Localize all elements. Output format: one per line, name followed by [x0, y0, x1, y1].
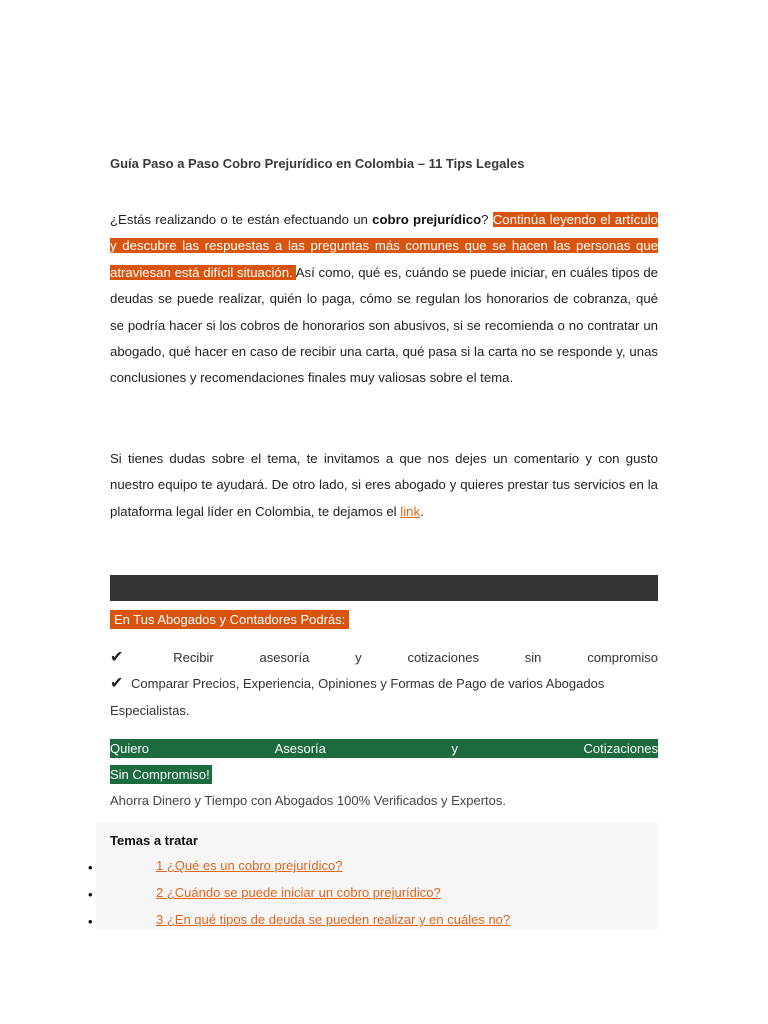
check-icon: ✔	[110, 675, 124, 693]
check-icon: ✔	[110, 649, 124, 666]
benefit-1-word: Recibir	[173, 650, 214, 665]
table-of-contents	[88, 823, 658, 929]
article-title: Guía Paso a Paso Cobro Prejurídico en Colombia – 11 Tips Legales	[110, 156, 525, 171]
cta-word: y	[451, 741, 458, 756]
cta-word: Quiero	[110, 741, 150, 756]
cta-word: Cotizaciones	[583, 741, 658, 756]
dark-banner-bar	[110, 575, 658, 601]
second-end: .	[420, 503, 424, 519]
benefits-list	[110, 645, 658, 724]
toc-link-2[interactable]: 2 ¿Cuándo se puede iniciar un cobro prejurídico?	[156, 885, 441, 900]
second-paragraph	[110, 446, 658, 525]
intro-text-2: ?	[481, 212, 493, 227]
benefit-1-word: compromiso	[587, 650, 658, 665]
benefit-1-word-group	[110, 645, 127, 671]
box-label: En Tus Abogados y Contadores Podrás:	[110, 610, 349, 629]
toc-item	[88, 858, 658, 878]
bullet-icon: •	[88, 860, 93, 875]
intro-text-3: Así como, qué es, cuándo se puede iniciar, en cuáles tipos de deudas se puede realizar, quién lo paga, cómo se regulan los honorarios de cobranza, qué se podría hacer si los cobros de honorarios son abusivos, si se recomienda o no contratar un abogado, qué hacer en caso de recibir una carta, qué pasa si la carta no se responde y, unas conclusiones y recomendaciones finales muy valiosas sobre el tema.	[110, 264, 658, 386]
toc-title: Temas a tratar	[110, 833, 198, 848]
cta-word: Asesoría	[274, 741, 326, 756]
benefit-2-text: Comparar Precios, Experiencia, Opiniones y Formas de Pago de varios Abogados Especialistas.	[110, 676, 605, 718]
intro-paragraph	[110, 207, 658, 392]
second-text: Si tienes dudas sobre el tema, te invitamos a que nos dejes un comentario y con gusto nuestro equipo te ayudará. De otro lado, si eres abogado y quieres prestar tus servicios en la plataforma legal líder en Colombia, te dejamos el	[110, 451, 658, 519]
bullet-icon: •	[88, 914, 93, 929]
lawyer-link[interactable]: link	[400, 503, 421, 519]
benefit-1-word: asesoría	[259, 650, 310, 665]
intro-bold-term: cobro prejurídico	[372, 212, 482, 227]
cta-button-row-2[interactable]: Sin Compromiso!	[110, 767, 210, 782]
benefit-item-2	[110, 671, 658, 724]
intro-highlight: Continúa leyendo el artículo y descubre las respuestas a las preguntas más comunes que se hacen las personas que atraviesan está difícil situación.	[110, 212, 658, 280]
verified-lawyers-note: Ahorra Dinero y Tiempo con Abogados 100% Verificados y Expertos.	[110, 793, 506, 808]
toc-item	[88, 885, 658, 905]
benefit-1-word: y	[355, 650, 362, 665]
benefit-item-1	[110, 645, 658, 671]
cta-button-row-1[interactable]	[110, 739, 658, 758]
toc-item	[88, 912, 658, 932]
toc-link-1[interactable]: 1 ¿Qué es un cobro prejurídico?	[156, 858, 343, 873]
intro-text-1: ¿Estás realizando o te están efectuando un	[110, 212, 373, 227]
benefit-1-word: sin	[524, 650, 542, 665]
toc-link-3[interactable]: 3 ¿En qué tipos de deuda se pueden realizar y en cuáles no?	[156, 912, 511, 927]
benefit-1-word: cotizaciones	[407, 650, 479, 665]
bullet-icon: •	[88, 887, 93, 902]
